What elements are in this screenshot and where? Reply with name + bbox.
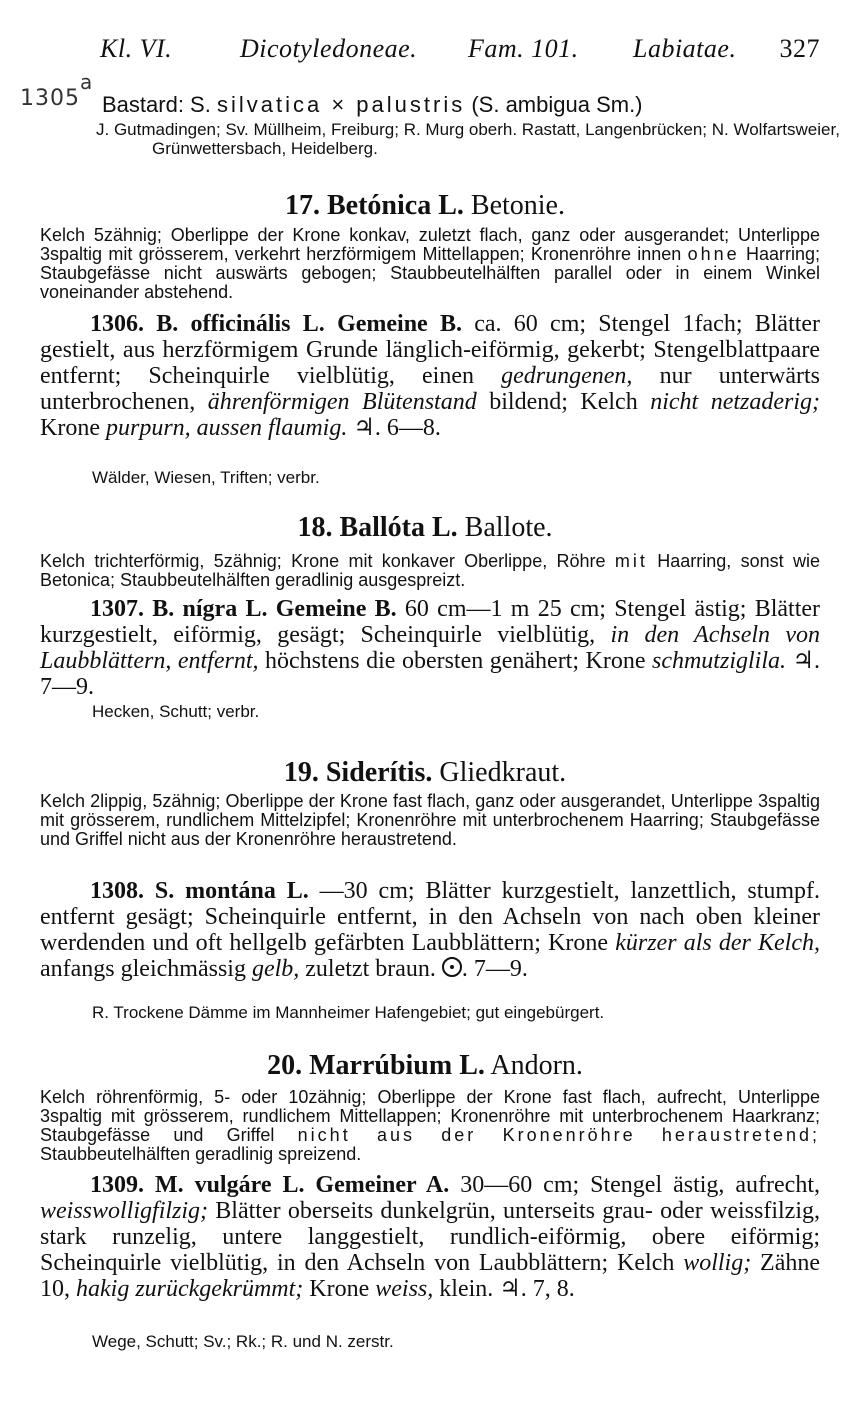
species-distribution: Wege, Schutt; Sv.; Rk.; R. und N. zerstr. (92, 1332, 394, 1351)
species-italic: hakig zurückgekrümmt; (76, 1276, 304, 1302)
genus-number: 17. (285, 190, 320, 221)
genus-heading-marrubium (0, 1050, 850, 1082)
hybrid-localities: J. Gutmadingen; Sv. Müllheim, Freiburg; R. Murg oberh. Rastatt, Langenbrücken; N. Wolfartsweier, Grünwettersbach, Heidelberg. (96, 120, 840, 158)
species-name: B. nígra L. (152, 596, 268, 622)
species-number: 1309. (90, 1172, 144, 1198)
hybrid-synonym: (S. ambigua Sm.) (471, 92, 643, 117)
genus-number: 19. (283, 757, 319, 788)
genus-common-name: Gliedkraut. (439, 757, 567, 788)
species-text: Blätter oberseits dunkelgrün, unterseits grau- oder weissfilzig, stark runzelig, untere langgestielt, rundlich-eiförmig, obere eiförmig; Scheinquirle vielblütig, in den Achseln von Laubblättern; Kelch (40, 1198, 820, 1276)
description-text: Staubbeutelhälften geradlinig spreizend. (40, 1144, 362, 1164)
species-text: Zähne 10, (40, 1250, 821, 1302)
genus-heading-betonica (0, 190, 850, 222)
species-text: 30—60 cm; Stengel ästig, aufrecht, (460, 1172, 821, 1198)
species-italic: weiss, (375, 1276, 434, 1302)
species-italic: in den Achseln von Laubblättern, entfernt, (40, 622, 821, 674)
species-text: Krone (40, 415, 100, 441)
species-text: anfangs gleichmässig (40, 956, 246, 982)
species-text: klein. ♃. 7, 8. (439, 1276, 575, 1302)
genus-name: Siderítis. (325, 757, 433, 788)
genus-heading-sideritis (0, 757, 850, 789)
genus-description (40, 552, 820, 590)
genus-name: Marrúbium L. (309, 1050, 485, 1081)
species-italic: purpurn, aussen flaumig. (105, 415, 348, 441)
species-name: S. montána L. (154, 878, 309, 904)
genus-description: Kelch 2lippig, 5zähnig; Oberlippe der Krone fast flach, ganz oder ausgerandet, Unterlippe 3spaltig mit grösserem, rundlichem Mittelzipfel; Kronenröhre mit unterbrochenem Haarring; Staubgefässe und Griffel nicht aus der Kronenröhre heraustretend. (40, 791, 820, 849)
species-italic: nicht netzaderig; (650, 389, 821, 415)
description-spaced-text: ohne (687, 244, 740, 264)
handwritten-annotation (20, 70, 102, 114)
species-italic: ährenförmigen Blütenstand (207, 389, 477, 415)
description-text: Kelch röhrenförmig, 5- oder 10zähnig; Oberlippe der Krone fast flach, aufrecht, Unterlippe 3spaltig mit grösserem, rundlichem Mittellappen; Kronenröhre mit unterbrochenem Haarkranz; Staubgefässe und Griffel (40, 1087, 820, 1145)
species-text: nur unterwärts unterbrochenen, (40, 363, 820, 415)
species-text: Krone (309, 1276, 370, 1302)
species-text: ♃. 7—9. (40, 648, 821, 700)
genus-common-name: Andorn. (490, 1050, 583, 1081)
header-family-name: Labiatae. (633, 34, 737, 63)
species-text: bildend; Kelch (489, 389, 638, 415)
genus-name: Ballóta L. (339, 512, 458, 543)
species-distribution: Wälder, Wiesen, Triften; verbr. (92, 468, 320, 487)
species-text: —30 cm; Blätter kurzgestielt, lanzettlich, stumpf. entfernt gesägt; Scheinquirle entfernt, in den Achseln von nach oben kleiner werdenden und oft hellgelb gefärbten Laubblättern; Krone (40, 878, 821, 956)
species-text: ca. 60 cm; Stengel 1fach; Blätter gestielt, aus herzförmigem Grunde länglich-eiförmig, gekerbt; Stengelblattpaare entfernt; Scheinquirle vielblütig, einen (40, 311, 821, 389)
description-text: Kelch 5zähnig; Oberlippe der Krone konkav, zuletzt flach, ganz oder ausgerandet; Unterlippe 3spaltig mit grösserem, verkehrt herzförmigem Mittellappen; Kronenröhre innen (40, 225, 820, 264)
species-common-name: Gemeine B. (337, 311, 462, 337)
header-class: Kl. VI. (100, 34, 173, 63)
species-text: 60 cm—1 m 25 cm; Stengel ästig; Blätter kurzgestielt, eiförmig, gesägt; Scheinquirle vielblütig, (40, 596, 821, 648)
hybrid-entry (102, 92, 820, 118)
species-text: zuletzt braun. (305, 956, 436, 982)
header-family: Fam. 101. (468, 34, 579, 63)
species-text: . 7—9. (461, 956, 528, 982)
genus-name: Betónica L. (327, 190, 464, 221)
species-italic: wollig; (683, 1250, 752, 1276)
annual-symbol-icon (442, 957, 462, 977)
species-entry-1308 (40, 878, 820, 982)
species-number: 1307. (90, 596, 144, 622)
genus-common-name: Ballote. (464, 512, 553, 543)
species-italic: weisswolligfilzig; (40, 1198, 209, 1224)
handwritten-number: 1305 (20, 86, 80, 111)
genus-number: 20. (267, 1050, 303, 1081)
species-text: ♃. 6—8. (353, 415, 441, 441)
handwritten-suffix: a (80, 70, 94, 94)
species-common-name: Gemeine B. (275, 596, 397, 622)
species-number: 1308. (90, 878, 144, 904)
species-number: 1306. (90, 311, 144, 337)
species-entry-1309 (40, 1172, 820, 1302)
species-italic: kürzer als der Kelch, (615, 930, 820, 956)
species-name: B. officinális L. (156, 311, 325, 337)
hybrid-label: Bastard: S. (102, 92, 211, 117)
species-entry-1306 (40, 311, 820, 441)
description-spaced-text: mit (614, 551, 648, 571)
species-distribution: Hecken, Schutt; verbr. (92, 702, 260, 721)
description-text: Haarring, sonst wie Betonica; Staubbeutelhälften geradlinig ausgespreizt. (40, 551, 820, 590)
description-text: Haarring; Staubgefässe nicht auswärts gebogen; Staubbeutelhälften parallel oder in einem Winkel voneinander abstehend. (40, 244, 820, 302)
species-italic: gedrungenen, (501, 363, 633, 389)
species-common-name: Gemeiner A. (315, 1172, 450, 1198)
header-group: Dicotyledoneae. (240, 34, 418, 63)
species-text: höchstens die obersten genähert; Krone (264, 648, 646, 674)
genus-description (40, 1088, 820, 1164)
hybrid-name: silvatica × palustris (216, 92, 466, 117)
species-italic: schmutziglila. (651, 648, 786, 674)
species-name: M. vulgáre L. (154, 1172, 305, 1198)
genus-heading-ballota (0, 512, 850, 544)
page-number: 327 (779, 34, 820, 63)
species-italic: gelb, (251, 956, 300, 982)
genus-common-name: Betonie. (470, 190, 565, 221)
species-entry-1307 (40, 596, 820, 700)
genus-description (40, 226, 820, 302)
description-text: Kelch trichterförmig, 5zähnig; Krone mit konkaver Oberlippe, Röhre (40, 551, 606, 571)
species-distribution: R. Trockene Dämme im Mannheimer Hafengebiet; gut eingebürgert. (92, 1003, 605, 1022)
description-spaced-text: nicht aus der Kronenröhre heraustretend; (297, 1125, 820, 1145)
genus-number: 18. (297, 512, 333, 543)
